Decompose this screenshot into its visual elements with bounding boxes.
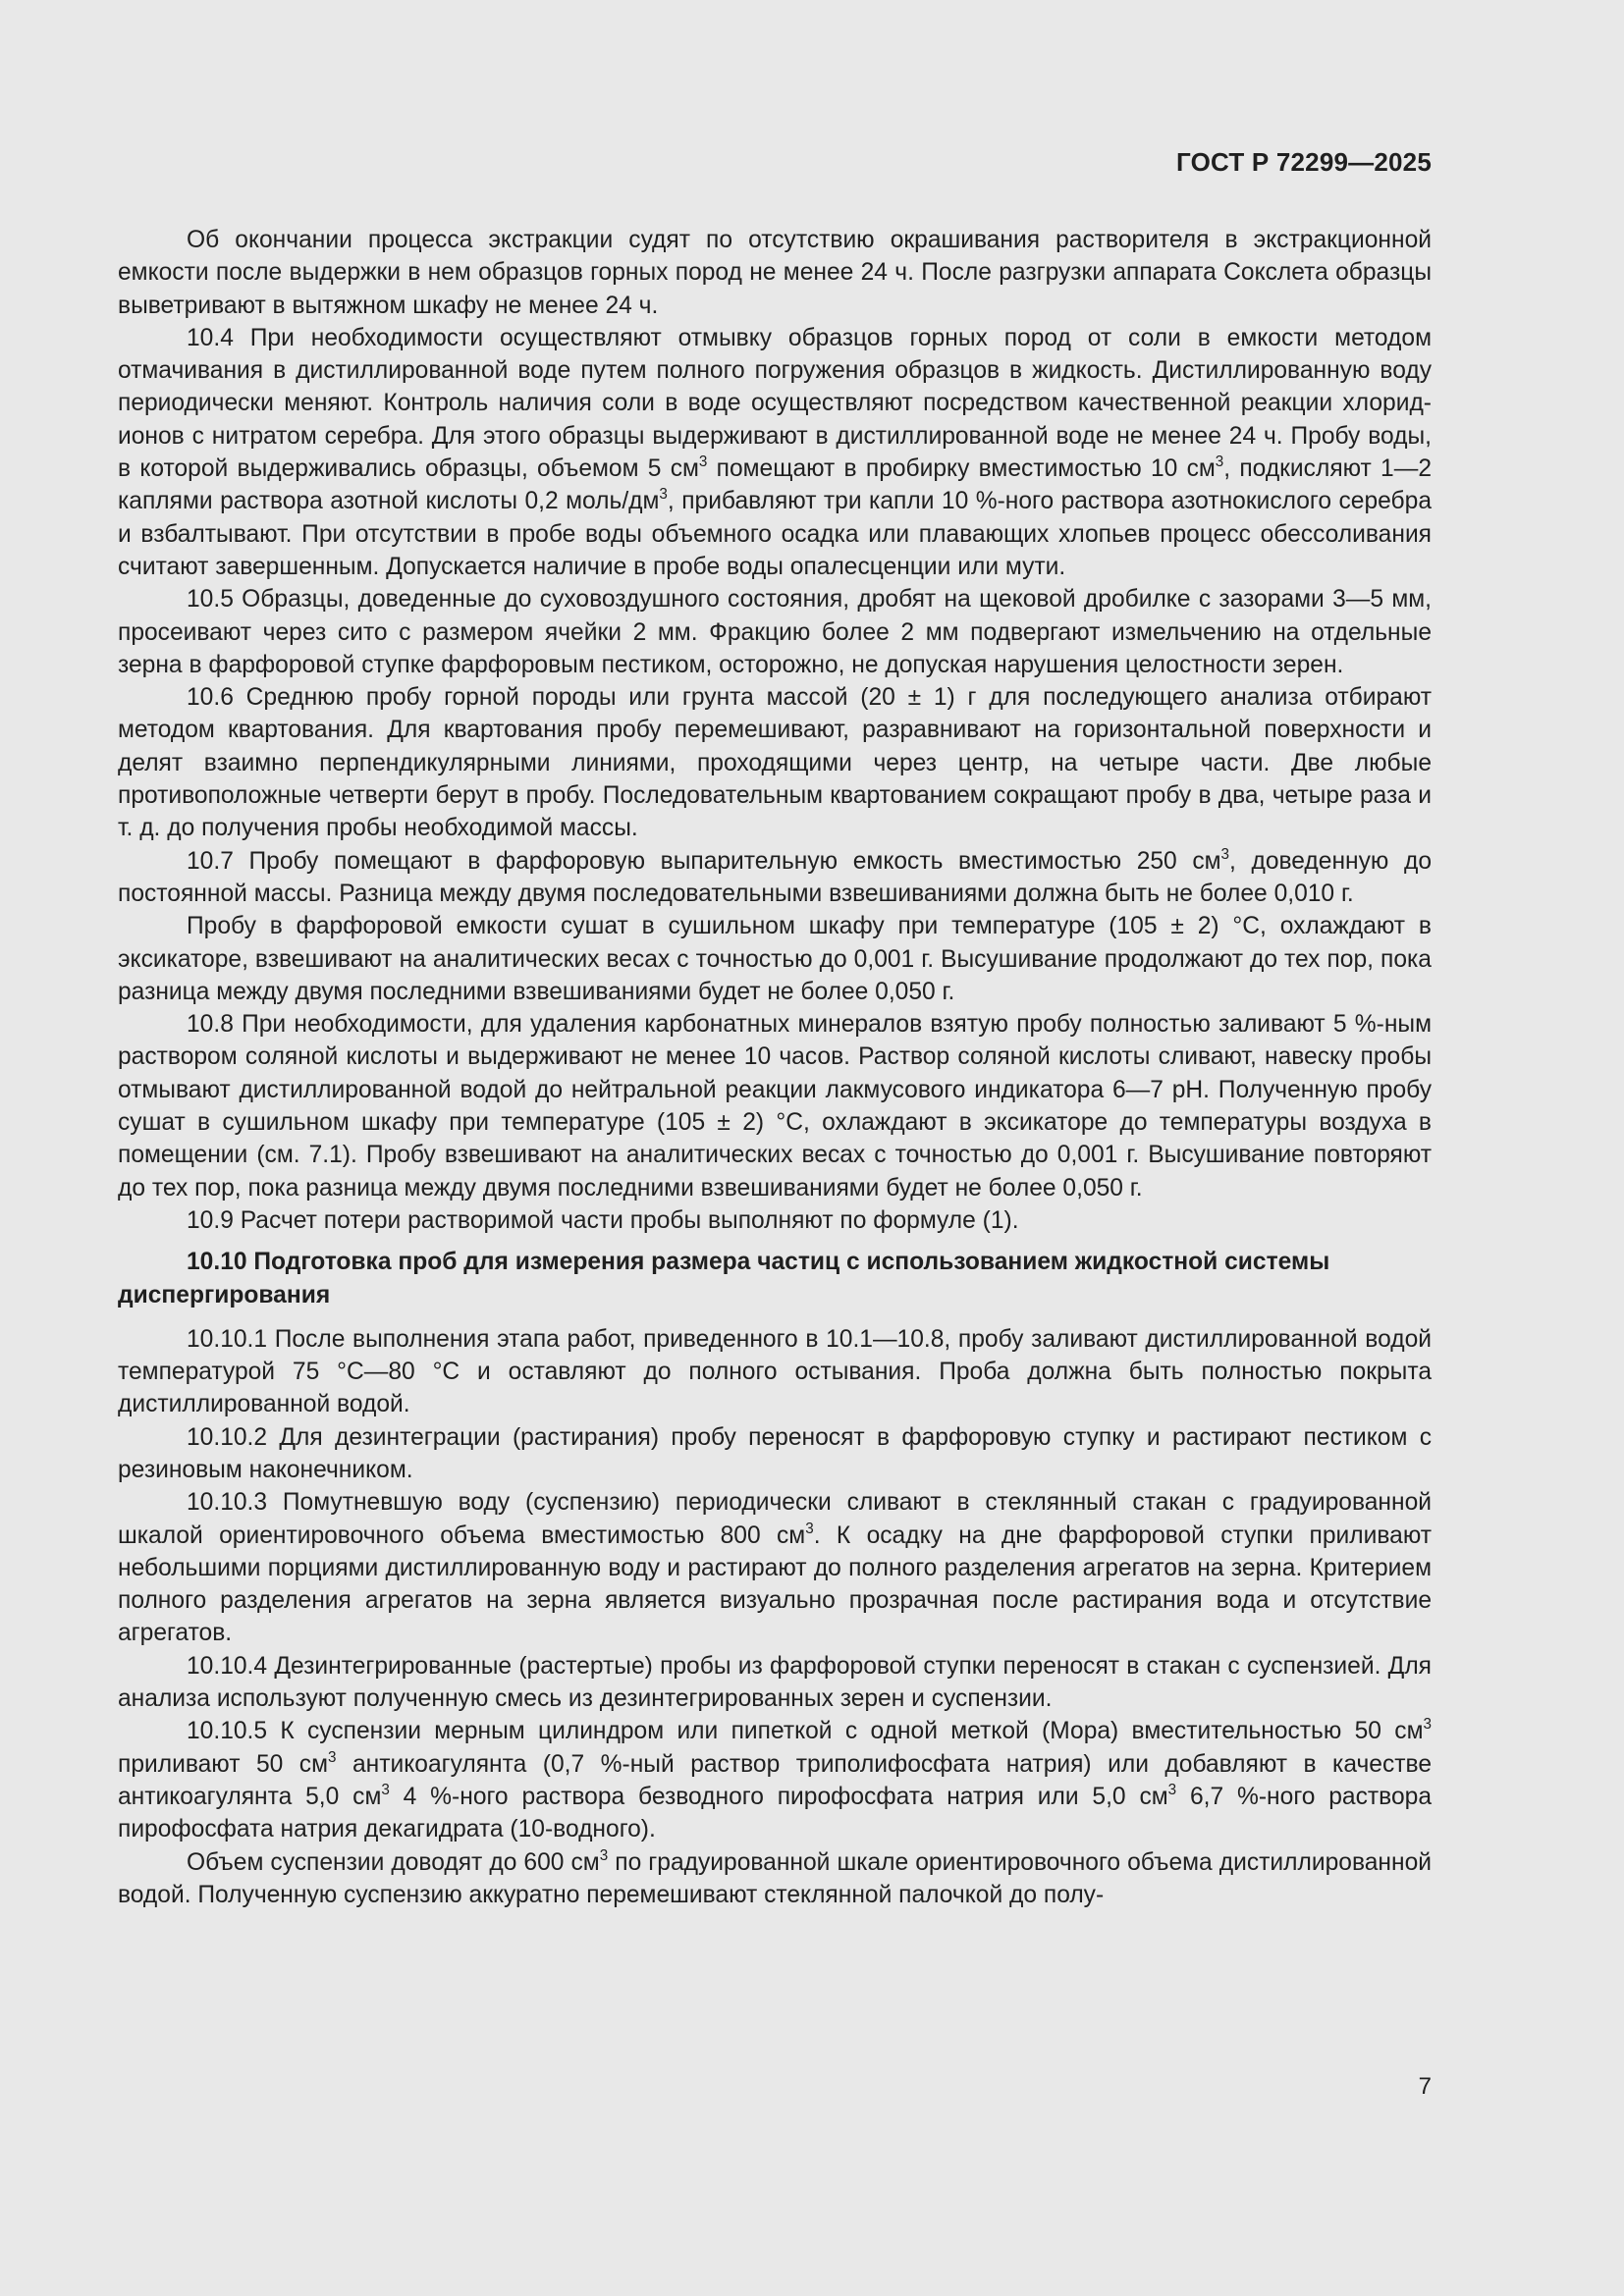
paragraph (118, 224, 1432, 322)
superscript: 3 (1167, 1782, 1177, 1799)
paragraph (118, 1008, 1432, 1204)
text-run: 10.10 Подготовка проб для измерения размера частиц с использованием жидкостной системы диспергирования (118, 1249, 1330, 1308)
page-number: 7 (1418, 2073, 1432, 2100)
superscript: 3 (328, 1748, 337, 1766)
text-run: 10.9 Расчет потери растворимой части пробы выполняют по формуле (1). (187, 1206, 1019, 1234)
text-run: антикоагулянта (0,7 %-ный раствор триполифосфата натрия) или добавляют в качестве антикоагулянта 5,0 см (118, 1750, 1432, 1810)
superscript: 3 (659, 486, 668, 504)
text-run: 10.4 При необходимости осуществляют отмывку образцов горных пород от соли в емкости методом отмачивания в дистиллированной воде путем полного погружения образцов в жидкость. Дистиллированную воду периодически меняют. Контроль наличия соли в воде осуществляют посредством качественной реакции хлорид-ионов с нитратом серебра. Для этого образцы выдерживают в дистиллированной воде не менее 24 ч. Пробу воды, в которой выдерживались образцы, объемом 5 см (118, 324, 1432, 483)
text-run: . К осадку на дне фарфоровой ступки приливают небольшими порциями дистиллированную воду и растирают до полного разделения агрегатов на зерна. Критерием полного разделения агрегатов на зерна является визуально прозрачная после растирания вода и отсутствие агрегатов. (118, 1522, 1433, 1647)
paragraph (118, 1204, 1432, 1237)
superscript: 3 (805, 1520, 814, 1537)
paragraph (118, 322, 1432, 583)
text-run: 10.10.2 Для дезинтеграции (растирания) пробу переносят в фарфоровую ступку и растирают пестиком с резиновым наконечником. (118, 1423, 1432, 1483)
superscript: 3 (599, 1846, 609, 1864)
paragraph (118, 681, 1432, 844)
text-run: Пробу в фарфоровой емкости сушат в сушильном шкафу при температуре (105 ± 2) °С, охлаждают в эксикаторе, взвешивают на аналитических весах с точностью до 0,001 г. Высушивание продолжают до тех пор, пока разница между двумя последними взвешиваниями будет не более 0,050 г. (118, 913, 1432, 1005)
text-run: 10.10.4 Дезинтегрированные (растертые) пробы из фарфоровой ступки переносят в стакан с суспензией. Для анализа используют полученную смесь из дезинтегрированных зерен и суспензии. (118, 1652, 1432, 1713)
paragraph (118, 1323, 1432, 1421)
text-run: , доведенную до постоянной массы. Разница между двумя последовательными взвешиваниями должна быть не более 0,010 г. (118, 847, 1432, 907)
paragraph (118, 845, 1432, 911)
text-run: 10.5 Образцы, доведенные до суховоздушного состояния, дробят на щековой дробилке с зазорами 3—5 мм, просеивают через сито с размером ячейки 2 мм. Фракцию более 2 мм подвергают измельчению на отдельные зерна в фарфоровой ступке фарфоровым пестиком, осторожно, не допуская нарушения целостности зерен. (118, 586, 1432, 678)
superscript: 3 (1215, 454, 1224, 471)
text-run: 10.7 Пробу помещают в фарфоровую выпарительную емкость вместимостью 250 см (187, 847, 1221, 875)
text-run: 10.10.5 К суспензии мерным цилиндром или пипеткой с одной меткой (Мора) вместительностью 50 см (187, 1718, 1424, 1745)
superscript: 3 (1220, 845, 1230, 863)
document-body (118, 224, 1432, 1911)
text-run: приливают 50 см (118, 1750, 329, 1778)
superscript: 3 (381, 1782, 390, 1799)
paragraph (118, 1486, 1432, 1649)
text-run: 10.6 Среднюю пробу горной породы или грунта массой (20 ± 1) г для последующего анализа отбирают методом квартования. Для квартования пробу перемешивают, разравнивают на горизонтальной поверхности и делят взаимно перпендикулярными линиями, проходящими через центр, на четыре части. Две любые противоположные четверти берут в пробу. Последовательным квартованием сокращают пробу в два, четыре раза и т. д. до получения пробы необходимой массы. (118, 684, 1432, 842)
superscript: 3 (1423, 1716, 1432, 1734)
paragraph (118, 1421, 1432, 1487)
paragraph (118, 1650, 1432, 1716)
text-run: Об окончании процесса экстракции судят по отсутствию окрашивания растворителя в экстракционной емкости после выдержки в нем образцов горных пород не менее 24 ч. После разгрузки аппарата Сокслета образцы выветривают в вытяжном шкафу не менее 24 ч. (118, 227, 1432, 319)
text-run: помещают в пробирку вместимостью 10 см (707, 455, 1216, 483)
text-run: 10.8 При необходимости, для удаления карбонатных минералов взятую пробу полностью заливают 5 %-ным раствором соляной кислоты и выдерживают не менее 10 часов. Раствор соляной кислоты сливают, навеску пробы отмывают дистиллированной водой до нейтральной реакции лакмусового индикатора 6—7 рН. Полученную пробу сушат в сушильном шкафу при температуре (105 ± 2) °С, охлаждают в эксикаторе до температуры воздуха в помещении (см. 7.1). Пробу взвешивают на аналитических весах с точностью до 0,001 г. Высушивание повторяют до тех пор, пока разница между двумя последними взвешиваниями будет не более 0,050 г. (118, 1011, 1432, 1201)
text-run: по градуированной шкале ориентировочного объема дистиллированной водой. Полученную суспензию аккуратно перемешивают стеклянной палочкой до полу- (118, 1848, 1432, 1908)
section-heading (118, 1246, 1432, 1311)
paragraph (118, 1846, 1432, 1912)
text-run: 10.10.3 Помутневшую воду (суспензию) периодически сливают в стеклянный стакан с градуированной шкалой ориентировочного объема вместимостью 800 см (118, 1489, 1432, 1549)
paragraph (118, 583, 1432, 681)
document-id-header: ГОСТ Р 72299—2025 (1176, 147, 1432, 177)
superscript: 3 (698, 454, 708, 471)
paragraph (118, 1715, 1432, 1845)
text-run: 10.10.1 После выполнения этапа работ, приведенного в 10.1—10.8, пробу заливают дистиллированной водой температурой 75 °С—80 °С и оставляют до полного остывания. Проба должна быть полностью покрыта дистиллированной водой. (118, 1325, 1432, 1418)
text-run: , подкисляют 1—2 каплями раствора азотной кислоты 0,2 моль/дм (118, 455, 1433, 515)
text-run: , прибавляют три капли 10 %-ного раствора азотнокислого серебра и взбалтывают. При отсутствии в пробе воды объемного осадка или плавающих хлопьев процесс обессоливания считают завершенным. Допускается наличие в пробе воды опалесценции или мути. (118, 488, 1432, 580)
text-run: 4 %-ного раствора безводного пирофосфата натрия или 5,0 см (389, 1783, 1168, 1810)
text-run: 6,7 %-ного раствора пирофосфата натрия декагидрата (10-водного). (118, 1783, 1432, 1843)
text-run: Объем суспензии доводят до 600 см (187, 1848, 600, 1876)
paragraph (118, 910, 1432, 1008)
